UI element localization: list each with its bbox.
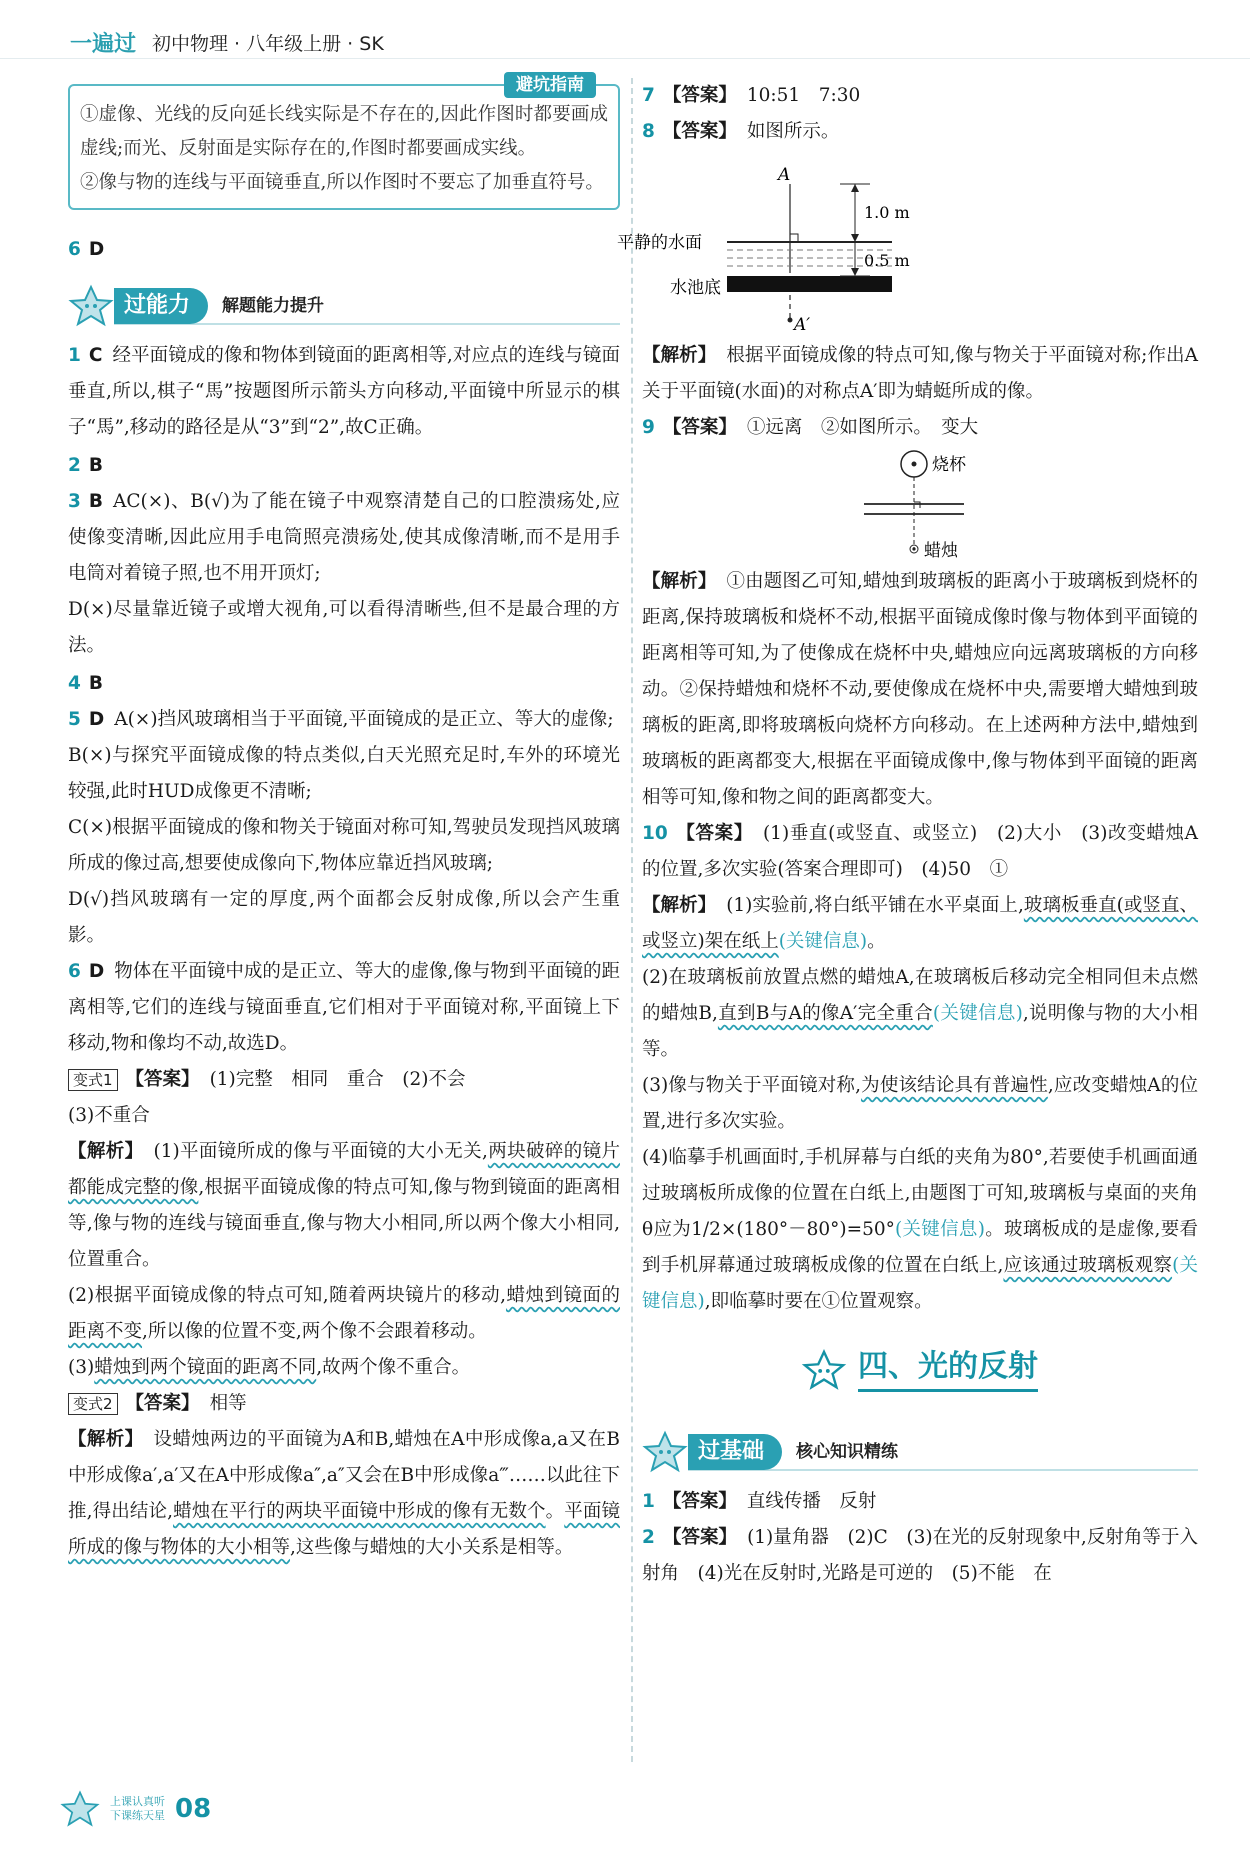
section-title-block (642, 1340, 1198, 1400)
book-title: 初中物理 · 八年级上册 · SK (152, 32, 384, 55)
answer-6: 6 D 物体在平面镜中成的是正立、等大的虚像,像与物到平面镜的距离相等,它们的连线与镜面垂直,它们相对于平面镜对称,平面镜上下移动,物和像均不动,故选D。 (68, 961, 620, 1054)
section-title: 四、光的反射 (858, 1349, 1038, 1392)
exp-9: 【解析】 ①由题图乙可知,蜡烛到玻璃板的距离小于玻璃板到烧杯的距离,保持玻璃板和烧杯不动,根据平面镜成像时像与物体到平面镜的距离相等可知,为了使像成在烧杯中央,蜡烛应向远离玻璃板的方向移动。②保持蜡烛和烧杯不动,要使像成在烧杯中央,需要增大蜡烛到玻璃板的距离,即将玻璃板向烧杯方向移动。在上述两种方法中,蜡烛到玻璃板的距离都变大,根据在平面镜成像中,像与物体到平面镜的距离相等可知,像和物之间的距离都变大。 (642, 571, 1198, 808)
reflection-answer-2: 2 【答案】 (1)量角器 (2)C (3)在光的反射现象中,反射角等于入射角 (4)光在反射时,光路是可逆的 (5)不能 在 (642, 1527, 1198, 1584)
label-pool-bottom: 水池底 (670, 278, 721, 298)
variant-2-exp: 【解析】 设蜡烛两边的平面镜为A和B,蜡烛在A中形成像a,a又在B中形成像a′,a′又在A中形成像a″,a″又会在B中形成像a‴……以此往下推,得出结论,蜡烛在平行的两块平面镜中形成的像有无数个。平面镜所成的像与物体的大小相等,这些像与蜡烛的大小关系是相等。 (68, 1429, 620, 1558)
brand-logo: 一遍过 (70, 31, 137, 57)
answer-1: 1 C 经平面镜成的像和物体到镜面的距离相等,对应点的连线与镜面垂直,所以,棋子“馬”按题图所示箭头方向移动,平面镜中所显示的棋子“馬”,移动的路径是从“3”到“2”,故C正确。 (68, 345, 620, 438)
answer-6a: 6 D (68, 239, 105, 260)
label-A: A (778, 165, 791, 185)
label-candle: 蜡烛 (924, 541, 958, 561)
exp-10-3: (3)像与物关于平面镜对称,为使该结论具有普遍性,应改变蜡烛A的位置,进行多次实验。 (642, 1075, 1198, 1132)
answer-9: 9 【答案】 ①远离 ②如图所示。 变大 (642, 417, 979, 438)
answer-8: 8 【答案】 如图所示。 (642, 121, 840, 142)
answer-7: 7 【答案】 10:51 7:30 (642, 85, 861, 106)
variant-1-answer: 变式1 【答案】 (1)完整 相同 重合 (2)不会 (68, 1062, 620, 1098)
label-A-prime: A′ (794, 315, 811, 335)
dim-05m: 0.5 m (864, 251, 910, 270)
candle-cup-figure (642, 446, 1198, 564)
section-star-icon (802, 1349, 846, 1391)
variant-1-exp-2: (2)根据平面镜成像的特点可知,随着两块镜片的移动,蜡烛到镜面的距离不变,所以像的位置不变,两个像不会跟着移动。 (68, 1285, 620, 1342)
label-cup: 烧杯 (932, 455, 966, 475)
variant-2-answer: 变式2 【答案】 相等 (68, 1386, 620, 1422)
banner-main: 过基础 (688, 1434, 782, 1470)
exp-8: 【解析】 根据平面镜成像的特点可知,像与物关于平面镜对称;作出A关于平面镜(水面)的对称点A′即为蜻蜓所成的像。 (642, 345, 1198, 402)
answer-3: 3 B AC(×)、B(√)为了能在镜子中观察清楚自己的口腔溃疡处,应使像变清晰,因此应用手电筒照亮溃疡处,使其成像清晰,而不是用手电筒对着镜子照,也不用开顶灯; (68, 491, 620, 584)
variant-1-exp-1: 【解析】 (1)平面镜所成的像与平面镜的大小无关,两块破碎的镜片都能成完整的像,根据平面镜成像的特点可知,像与物到镜面的距离相等,像与物的连线与镜面垂直,像与物大小相同,所以两个像大小相同,位置重合。 (68, 1141, 620, 1270)
tip-line-2: ②像与物的连线与平面镜垂直,所以作图时不要忘了加垂直符号。 (80, 172, 604, 193)
column-divider (631, 78, 633, 1762)
exp-10-1: 【解析】 (1)实验前,将白纸平铺在水平桌面上,玻璃板垂直(或竖直、或竖立)架在纸上(关键信息)。 (642, 895, 1199, 952)
footer-mascot-icon (60, 1790, 100, 1828)
answer-2: 2 B (68, 455, 103, 476)
tip-box (68, 75, 620, 210)
banner-sub: 核心知识精练 (796, 1442, 899, 1462)
tip-line-1: ①虚像、光线的反向延长线实际是不存在的,因此作图时都要画成虚线;而光、反射面是实际存在的,作图时都要画成实线。 (80, 104, 608, 159)
answer-3-d: D(×)尽量靠近镜子或增大视角,可以看得清晰些,但不是最合理的方法。 (68, 599, 620, 656)
banner-basics (642, 1430, 1198, 1474)
page-header (70, 22, 384, 62)
variant-1-exp-3: (3)蜡烛到两个镜面的距离不同,故两个像不重合。 (68, 1357, 471, 1378)
answer-4: 4 B (68, 673, 103, 694)
banner-sub: 解题能力提升 (222, 296, 325, 316)
fraction-half: 1/2 (691, 1219, 721, 1240)
star-mascot-icon (68, 285, 114, 327)
exp-10-2: (2)在玻璃板前放置点燃的蜡烛A,在玻璃板后移动完全相同但未点燃的蜡烛B,直到B与A的像A′完全重合(关键信息),说明像与物的大小相等。 (642, 967, 1198, 1060)
tip-label: 避坑指南 (504, 72, 596, 98)
answer-5-c: C(×)根据平面镜成的像和物关于镜面对称可知,驾驶员发现挡风玻璃所成的像过高,想要使成像向下,物体应靠近挡风玻璃; (68, 817, 620, 874)
exp-10-4: (4)临摹手机画面时,手机屏幕与白纸的夹角为80°,若要使手机画面通过玻璃板所成像的位置在白纸上,由题图丁可知,玻璃板与桌面的夹角θ应为1/2×(180°－80°)=50°(关键信息)。玻璃板成的是虚像,要看到手机屏幕通过玻璃板成像的位置在白纸上,应该通过玻璃板观察(关键信息),即临摹时要在①位置观察。 (642, 1147, 1198, 1312)
answer-5-d: D(√)挡风玻璃有一定的厚度,两个面都会反射成像,所以会产生重影。 (68, 889, 620, 946)
right-column (617, 78, 1199, 1592)
banner-main: 过能力 (114, 288, 208, 324)
mirror-water-figure (617, 150, 1198, 335)
page-number: 08 (175, 1794, 212, 1824)
answer-10: 10 【答案】 (1)垂直(或竖直、或竖立) (2)大小 (3)改变蜡烛A的位置,多次实验(答案合理即可) (4)50 ① (642, 823, 1198, 880)
dim-1m: 1.0 m (864, 203, 910, 222)
label-water-surface: 平静的水面 (617, 233, 702, 253)
header-rule (0, 58, 1250, 59)
reflection-answer-1: 1 【答案】 直线传播 反射 (642, 1491, 877, 1512)
answer-5-b: B(×)与探究平面镜成像的特点类似,白天光照充足时,车外的环境光较强,此时HUD成像更不清晰; (68, 745, 620, 802)
answer-5: 5 D A(×)挡风玻璃相当于平面镜,平面镜成的是正立、等大的虚像; (68, 709, 614, 730)
page-footer (60, 1790, 211, 1828)
footer-slogan: 上课认真听 下课练天星 (110, 1795, 165, 1822)
banner-ability (68, 284, 620, 328)
left-column (68, 75, 620, 1566)
variant-1-answer-2: (3)不重合 (68, 1105, 150, 1126)
star-mascot-icon (642, 1431, 688, 1473)
